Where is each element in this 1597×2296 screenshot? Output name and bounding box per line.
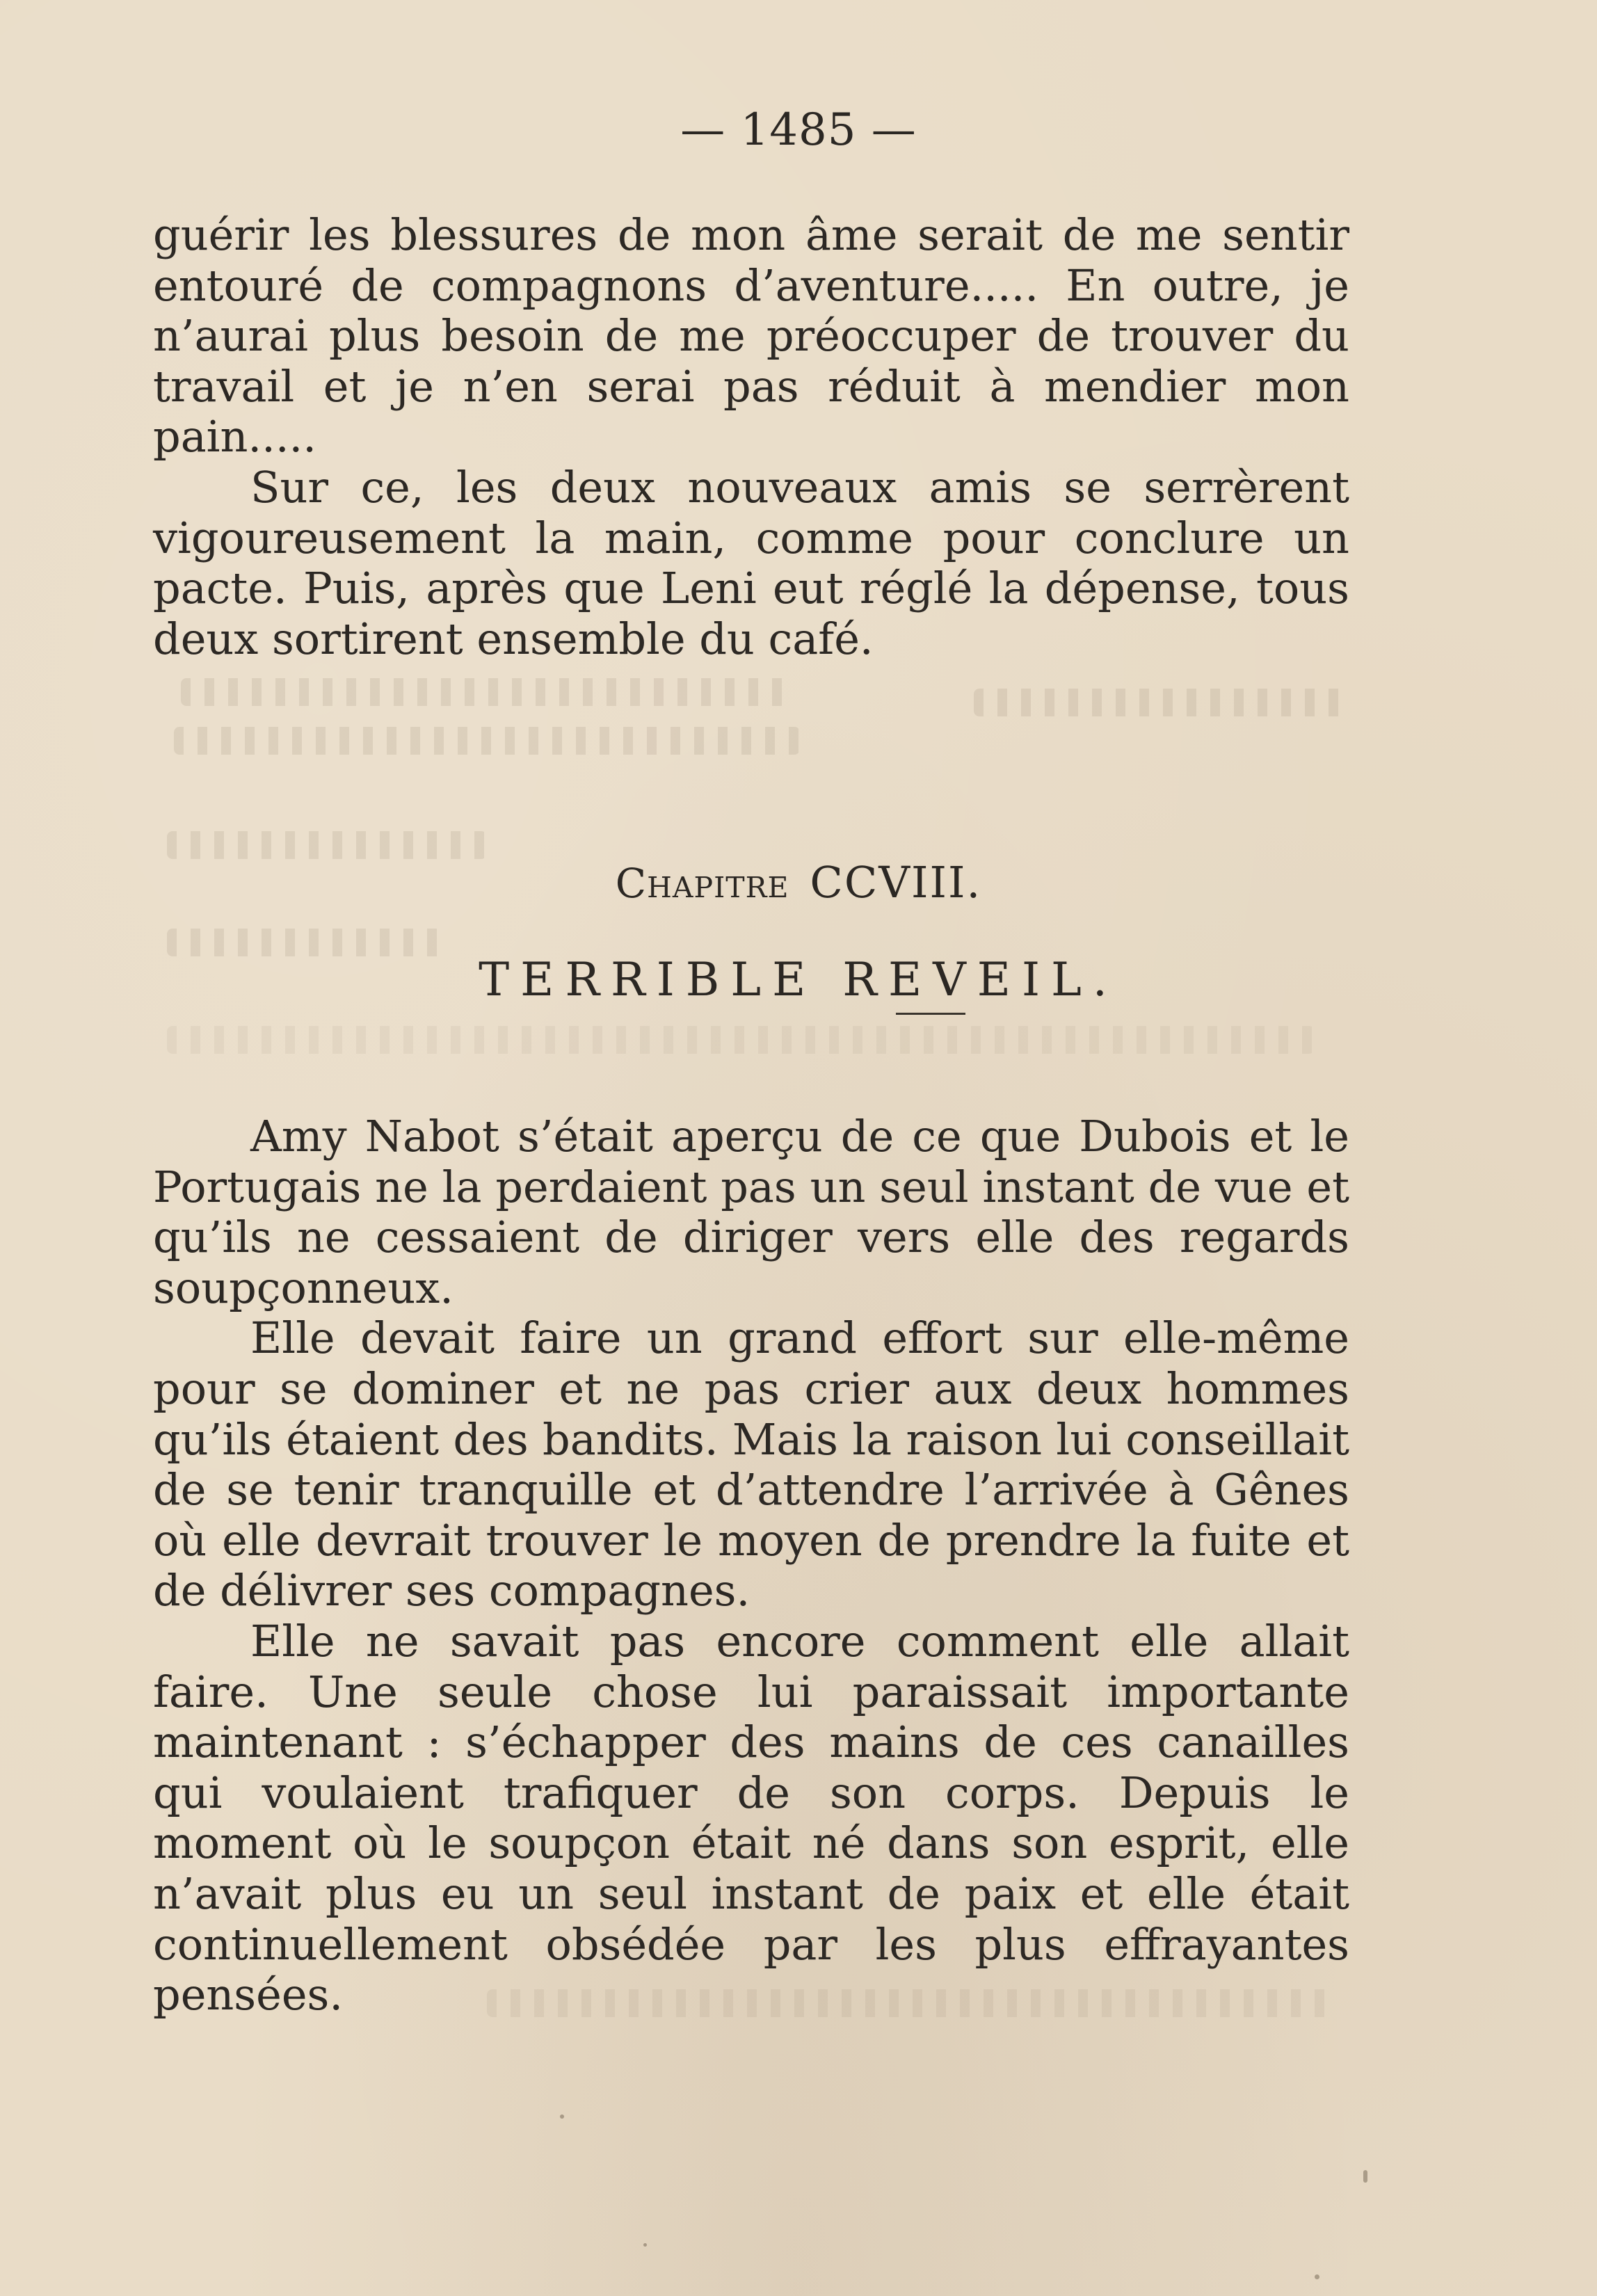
show-through-line xyxy=(181,678,793,706)
bottom-text-block xyxy=(153,1111,1349,2021)
show-through-line xyxy=(167,1026,1315,1054)
paper-speck xyxy=(1363,2170,1367,2183)
chapter-number: CCVIII. xyxy=(810,857,982,908)
show-through-line xyxy=(167,929,445,956)
chapter-title: TERRIBLE REVEIL. xyxy=(479,953,1118,1006)
show-through-line xyxy=(487,1989,1335,2017)
paragraph: Amy Nabot s’était aperçu de ce que Dubois et le Portugais ne la perdaient pas un seul instant de vue et qu’ils ne cessaient de diriger vers elle des regards soupçonneux. xyxy=(153,1111,1349,1313)
paragraph: Sur ce, les deux nouveaux amis se serrèrent vigoureusement la main, comme pour conclure un pacte. Puis, après que Leni eut réglé la dépense, tous deux sortirent ensemble du café. xyxy=(153,461,1349,664)
paragraph: Elle devait faire un grand effort sur elle-même pour se dominer et ne pas crier aux deux hommes qu’ils étaient des bandits. Mais la raison lui conseillait de se tenir tranquille et d’attendre l’arrivée à Gênes où elle devrait trouver le moyen de prendre la fuite et de délivrer ses compagnes. xyxy=(153,1312,1349,1616)
show-through-line xyxy=(167,831,487,859)
show-through-line xyxy=(974,689,1349,716)
paper-speck xyxy=(1315,2274,1319,2279)
paragraph-continuation: guérir les blessures de mon âme serait de me sentir entouré de compagnons d’aventure..... En outre, je n’aurai plus besoin de me préoccuper de trouver du travail et je n’en serai pas réduit à mendier mon pain..... xyxy=(153,209,1349,463)
chapter-heading xyxy=(0,857,1597,908)
page-number: — 1485 — xyxy=(680,104,917,156)
paper-speck xyxy=(643,2243,647,2247)
title-divider xyxy=(896,1013,965,1015)
show-through-line xyxy=(174,727,800,755)
paper-speck xyxy=(560,2114,564,2119)
paragraph: Elle ne savait pas encore comment elle allait faire. Une seule chose lui paraissait importante maintenant : s’échapper des mains de ces canailles qui voulaient trafiquer de son corps. Depuis le moment où le soupçon était né dans son esprit, elle n’avait plus eu un seul instant de paix et elle était continuellement obsédée par les plus effrayantes pensées. xyxy=(153,1615,1349,2021)
top-text-block xyxy=(153,210,1349,664)
chapter-label: Chapitre xyxy=(615,860,789,907)
